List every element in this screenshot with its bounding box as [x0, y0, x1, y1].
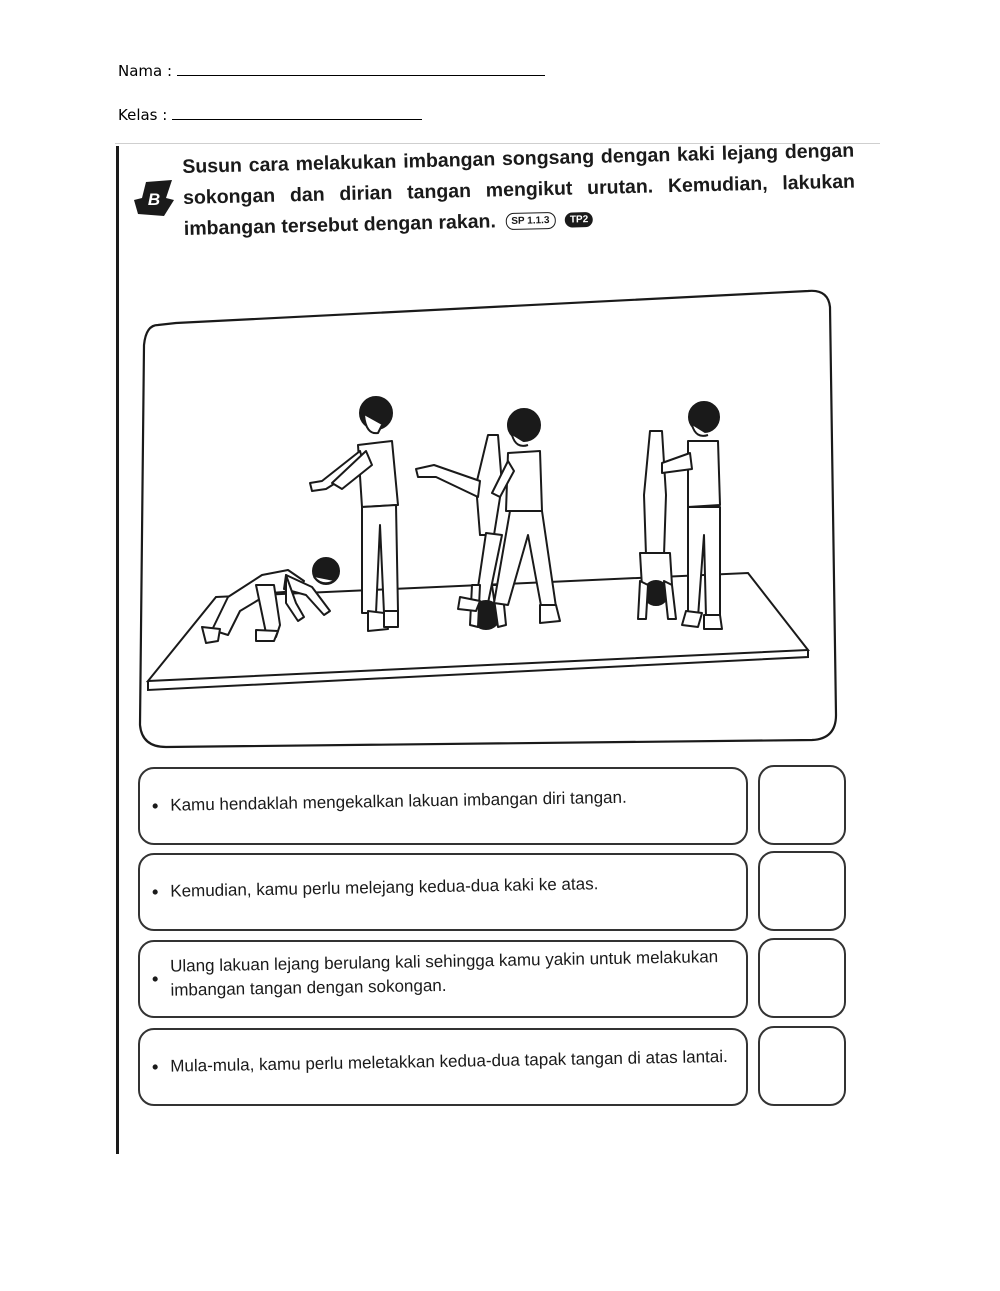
answer-box-1[interactable]	[758, 765, 846, 845]
instruction-text	[182, 136, 856, 245]
step-label: Kemudian, kamu perlu melejang kedua-dua kaki ke atas.	[170, 874, 599, 901]
step-text: • Kemudian, kamu perlu melejang kedua-dua kaki ke atas.	[151, 874, 599, 902]
step-label: Mula-mula, kamu perlu meletakkan kedua-dua tapak tangan di atas lantai.	[170, 1046, 728, 1076]
step-text: • Mula-mula, kamu perlu meletakkan kedua-dua tapak tangan di atas lantai.	[151, 1046, 728, 1077]
scan-edge-left	[116, 146, 119, 1154]
tag-tp: TP2	[565, 212, 594, 228]
answer-box-2[interactable]	[758, 851, 846, 931]
class-label: Kelas :	[118, 106, 168, 124]
step-label: Kamu hendaklah mengekalkan lakuan imbangan diri tangan.	[170, 787, 627, 815]
class-field	[118, 105, 422, 124]
name-input-line[interactable]	[177, 61, 545, 76]
badge-letter: B	[147, 190, 161, 209]
question-badge-icon	[132, 178, 178, 218]
class-input-line[interactable]	[172, 105, 422, 120]
illustration-panel	[136, 285, 840, 755]
name-label: Nama :	[118, 62, 173, 80]
answer-box-3[interactable]	[758, 938, 846, 1018]
step-text: • Kamu hendaklah mengekalkan lakuan imbangan diri tangan.	[151, 787, 627, 816]
name-field	[118, 61, 545, 80]
instruction-body: Susun cara melakukan imbangan songsang dengan kaki lejang dengan sokongan dan dirian tangan mengikut urutan. Kemudian, lakukan imbangan tersebut dengan rakan.	[182, 139, 856, 240]
answer-box-4[interactable]	[758, 1026, 846, 1106]
tag-sp: SP 1.1.3	[505, 212, 556, 230]
step-label: Ulang lakuan lejang berulang kali sehingga kamu yakin untuk melakukan imbangan tangan dengan sokongan.	[169, 947, 719, 1000]
step-text: • Ulang lakuan lejang berulang kali sehingga kamu yakin untuk melakukan imbangan tangan dengan sokongan.	[151, 930, 738, 1018]
